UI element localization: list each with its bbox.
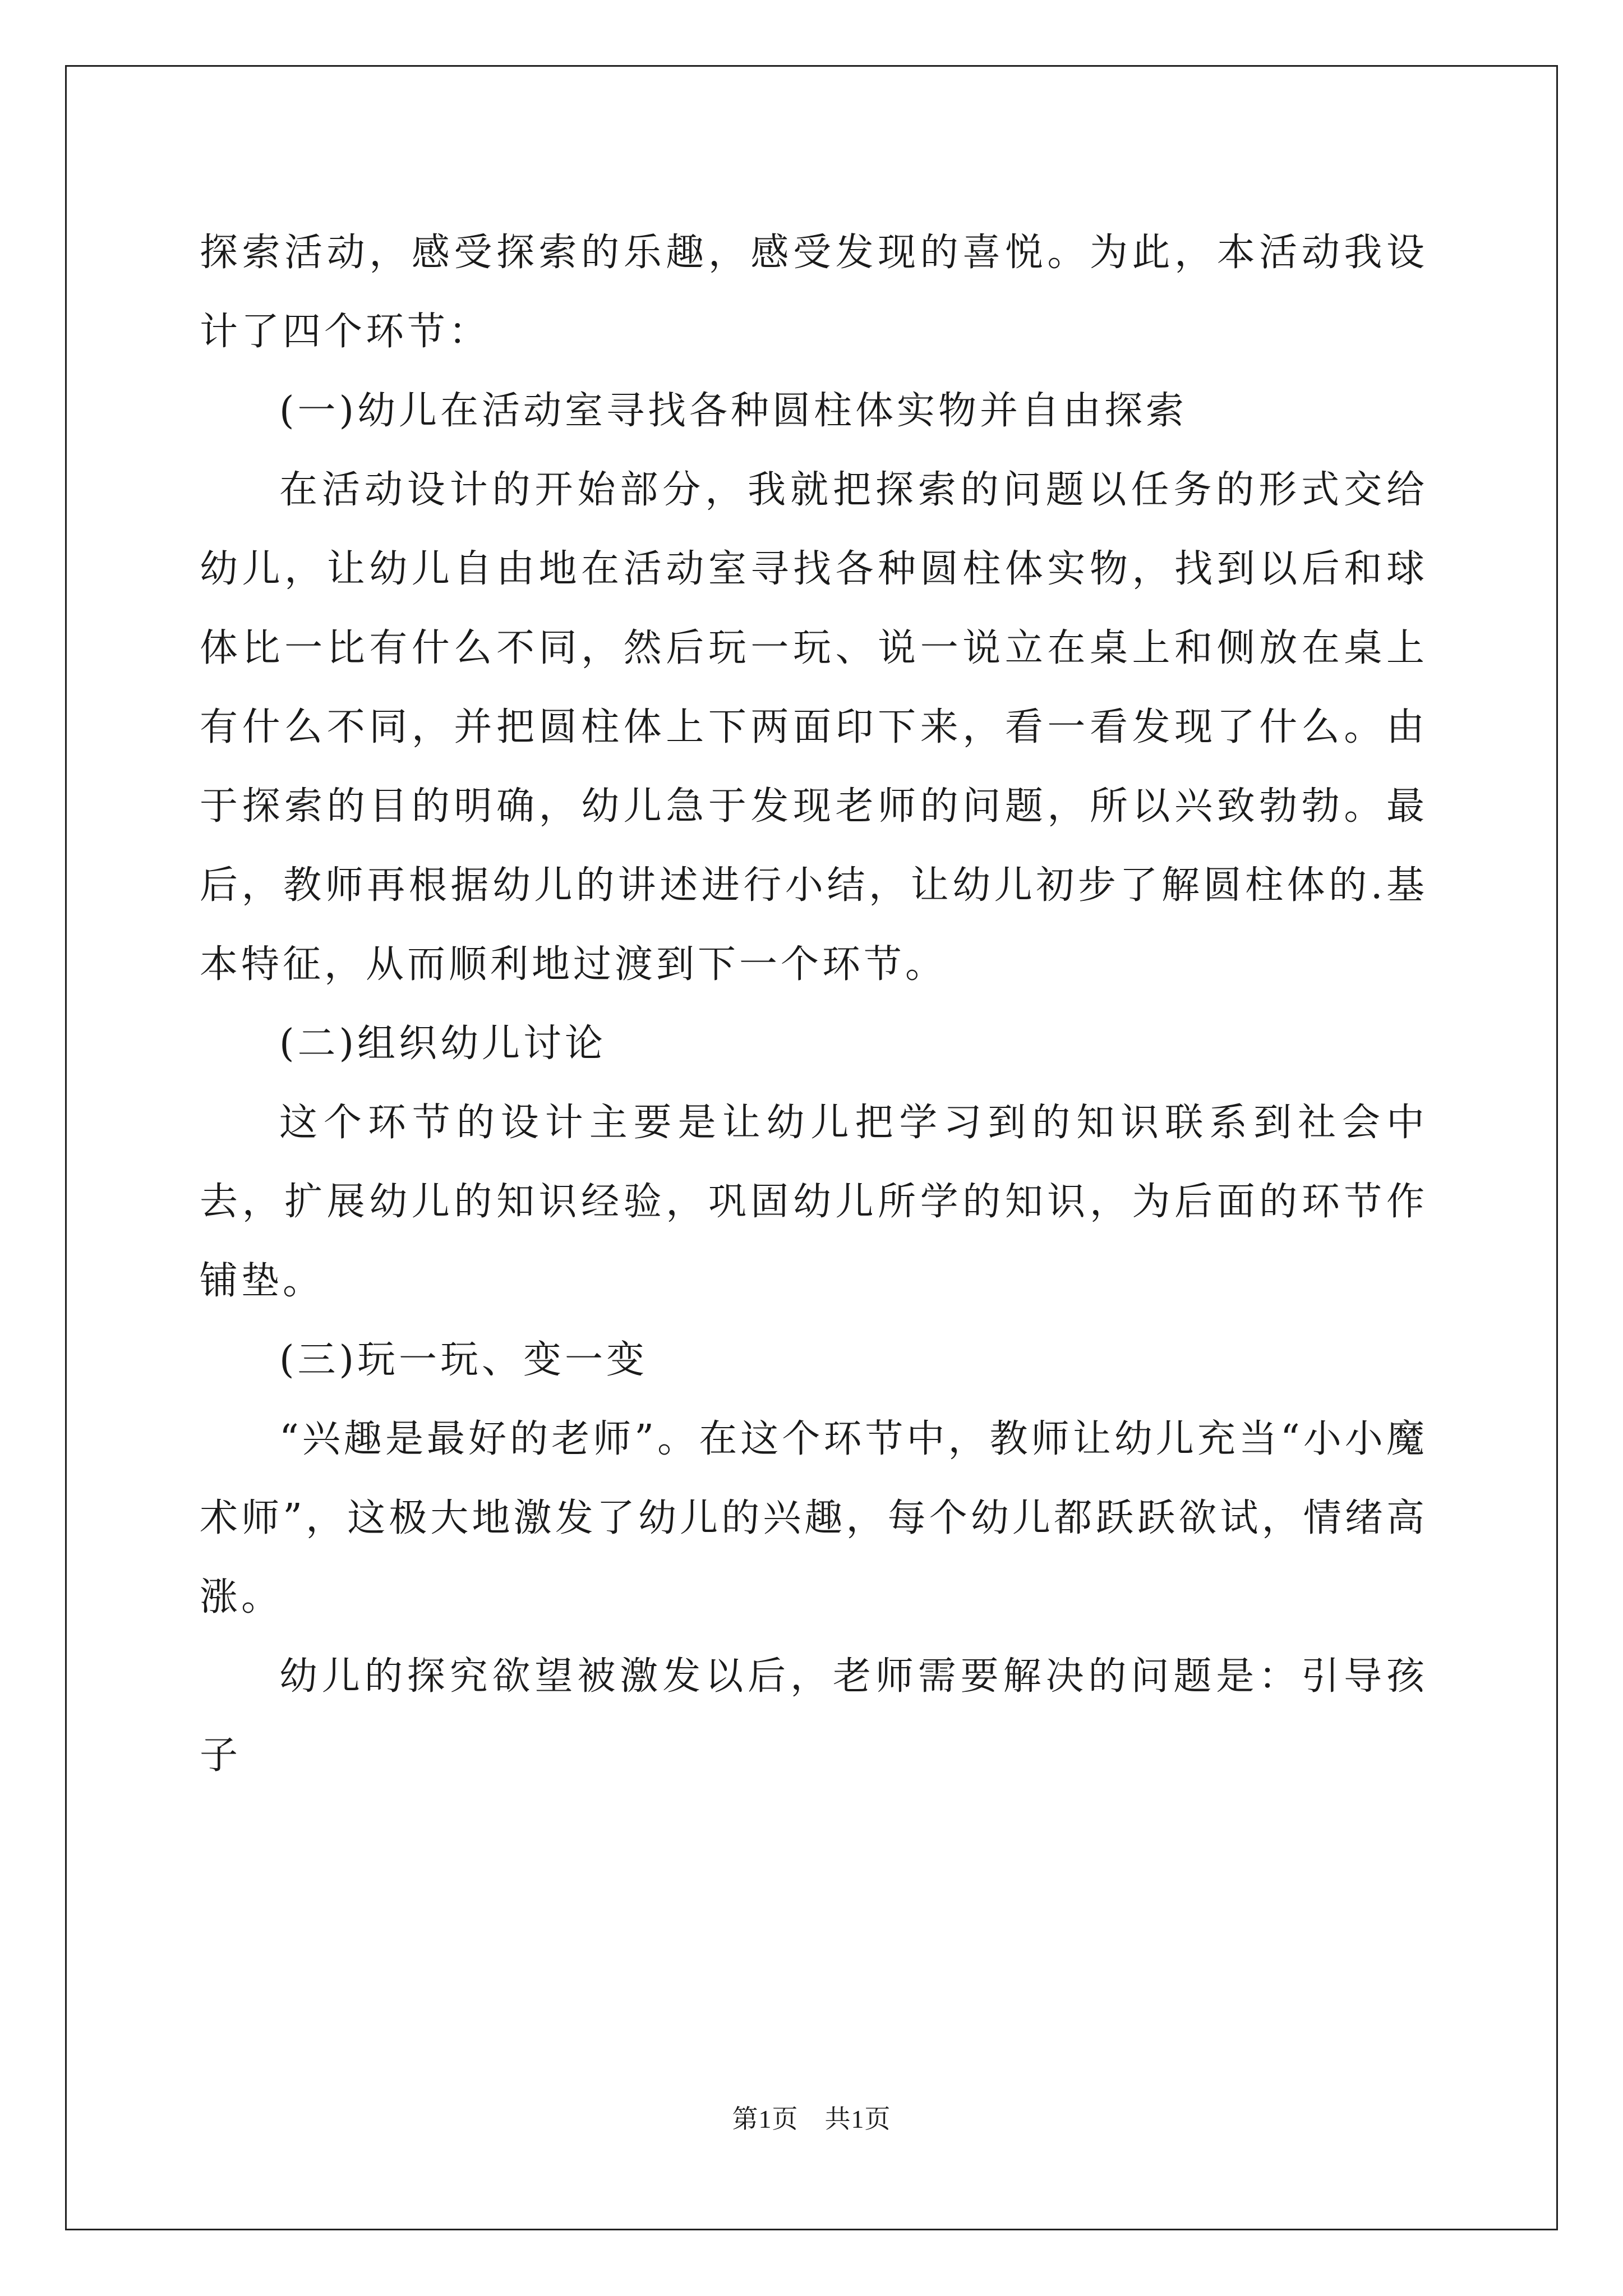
paragraph-section-1: 在活动设计的开始部分，我就把探索的问题以任务的形式交给幼儿，让幼儿自由地在活动室寻找各种圆柱体实物，找到以后和球体比一比有什么不同，然后玩一玩、说一说立在桌上和侧放在桌上有什么不同，并把圆柱体上下两面印下来，看一看发现了什么。由于探索的目的明确，幼儿急于发现老师的问题，所以兴致勃勃。最后，教师再根据幼儿的讲述进行小结，让幼儿初步了解圆柱体的.基本特征，从而顺利地过渡到下一个环节。: [200, 468, 1428, 987]
section-heading-1: (一)幼儿在活动室寻找各种圆柱体实物并自由探索: [279, 389, 1188, 433]
section-heading-3: (三)玩一玩、变一变: [279, 1338, 648, 1382]
page-number-footer: 第1页 共1页: [732, 2105, 891, 2133]
paragraph-section-3: “兴趣是最好的老师”。在这个环节中，教师让幼儿充当“小小魔术师”，这极大地激发了幼儿的兴趣，每个幼儿都跃跃欲试，情绪高涨。: [200, 1417, 1428, 1619]
document-body: [200, 213, 1428, 1795]
paragraph-section-2: 这个环节的设计主要是让幼儿把学习到的知识联系到社会中去，扩展幼儿的知识经验，巩固幼儿所学的知识，为后面的环节作铺垫。: [200, 1101, 1428, 1303]
section-heading-2: (二)组织幼儿讨论: [279, 1022, 607, 1066]
paragraph-continuation: 幼儿的探究欲望被激发以后，老师需要解决的问题是：引导孩子: [200, 1654, 1428, 1778]
paragraph-intro: 探索活动，感受探索的乐趣，感受发现的喜悦。为此，本活动我设计了四个环节：: [200, 231, 1428, 354]
